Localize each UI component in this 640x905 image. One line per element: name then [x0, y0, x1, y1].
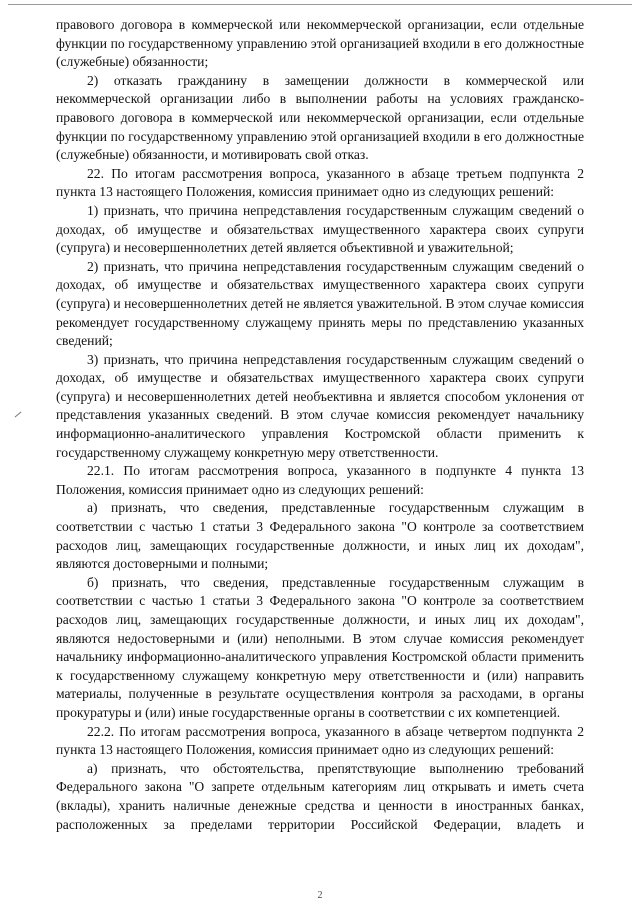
paragraph-continuation: правового договора в коммерческой или некоммерческой организации, если отдельные функции по государственному управлению этой организацией входили в его должностные (служебные) обязанности;: [56, 17, 584, 70]
paragraph-item-2-refuse: 2) отказать гражданину в замещении должности в коммерческой или некоммерческой организации либо в выполнении работы на условиях гражданско-правового договора в коммерческой или некоммерческой организации, если отдельные функции по государственному управлению этой организацией входили в его должностные (служебные) обязанности, и мотивировать свой отказ.: [56, 72, 584, 163]
paragraph-22-item-1: 1) признать, что причина непредставления государственным служащим сведений о доходах, об имуществе и обязательствах имущественного характера своих супруги (супруга) и несовершеннолетних детей является объективной и уважительной;: [56, 202, 584, 256]
paragraph-22: 22. По итогам рассмотрения вопроса, указанного в абзаце третьем подпункта 2 пункта 13 настоящего Положения, комиссия принимает одно из следующих решений:: [56, 165, 584, 200]
paragraph-22-2-item-a: а) признать, что обстоятельства, препятствующие выполнению требований Федерального закона "О запрете отдельным категориям лиц открывать и иметь счета (вклады), хранить наличные денежные средства и ценности в иностранных банках, расположенных за пределами территории Российской Федерации, владеть и: [56, 760, 584, 832]
page-number: 2: [317, 890, 323, 901]
paragraph-22-item-3: 3) признать, что причина непредставления государственным служащим сведений о доходах, об имуществе и обязательствах имущественного характера своих супруги (супруга) и несовершеннолетних детей необъективна и является способом уклонения от представления указанных сведений. В этом случае комиссия рекомендует начальнику информационно-аналитического управления Костромской области применить к государственному служащему конкретную меру ответственности.: [56, 351, 584, 460]
paragraph-22-1: 22.1. По итогам рассмотрения вопроса, указанного в подпункте 4 пункта 13 Положения, комиссия принимает одно из следующих решений:: [56, 463, 584, 497]
paragraph-22-1-item-a: а) признать, что сведения, представленные государственным служащим в соответствии с частью 1 статьи 3 Федерального закона "О контроле за соответствием расходов лиц, замещающих государственные должности, и иных лиц их доходам", являются достоверными и полными;: [56, 500, 584, 572]
margin-mark: [15, 412, 22, 418]
paragraph-22-2: 22.2. По итогам рассмотрения вопроса, указанного в абзаце четвертом подпункта 2 пункта 13 настоящего Положения, комиссия принимает одно из следующих решений:: [56, 723, 584, 758]
top-rule: [8, 4, 632, 5]
document-body: [56, 16, 584, 834]
paragraph-22-item-2: 2) признать, что причина непредставления государственным служащим сведений о доходах, об имуществе и обязательствах имущественного характера своих супруги (супруга) и несовершеннолетних детей не является уважительной. В этом случае комиссия рекомендует государственному служащему принять меры по представлению указанных сведений;: [56, 258, 584, 349]
paragraph-22-1-item-b: б) признать, что сведения, представленные государственным служащим в соответствии с частью 1 статьи 3 Федерального закона "О контроле за соответствием расходов лиц, замещающих государственные должности, и иных лиц их доходам", являются недостоверными и (или) неполными. В этом случае комиссия рекомендует начальнику информационно-аналитического управления Костромской области применить к государственному служащему конкретную меру ответственности и (или) направить материалы, полученные в результате осуществления контроля за расходами, в органы прокуратуры и (или) иные государственные органы в соответствии с их компетенцией.: [56, 574, 584, 720]
